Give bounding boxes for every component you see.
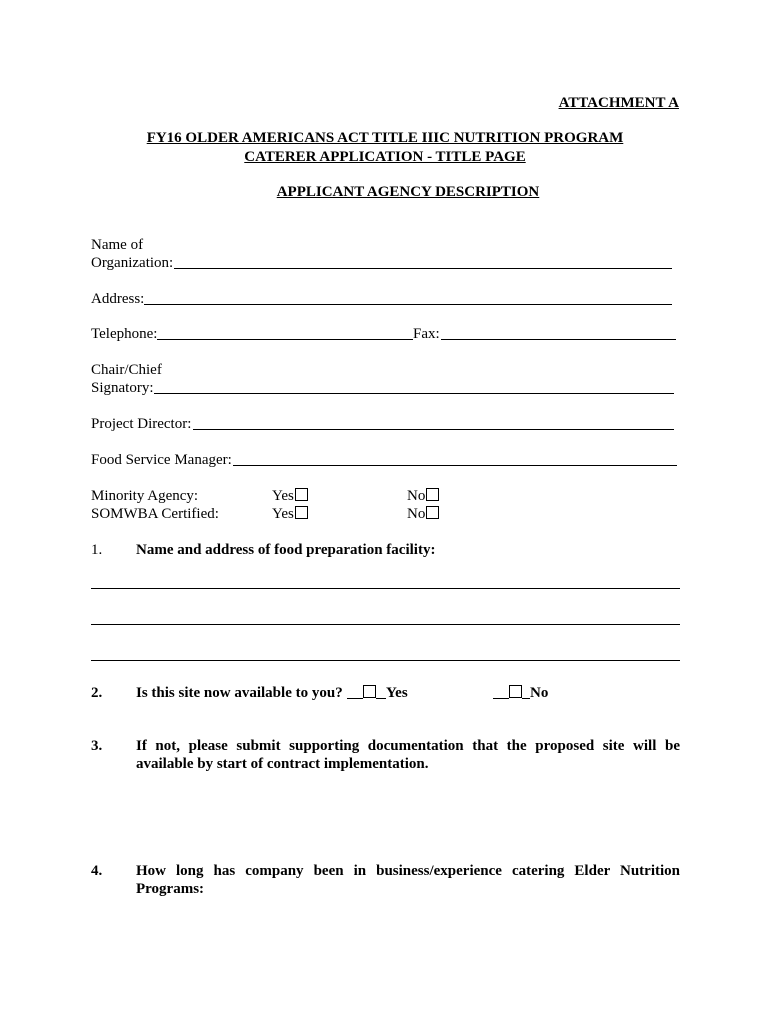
address-label: Address: (91, 291, 145, 307)
minority-yes-option[interactable] (272, 487, 308, 505)
question4-number: 4. (91, 863, 103, 879)
question3-text: If not, please submit supporting documentation that the proposed site will be available by start of contract implementation. (136, 738, 680, 772)
question1-text: Name and address of food preparation facility: (136, 542, 436, 558)
minority-yes-label: Yes (272, 488, 294, 504)
q2-no-label: No (530, 685, 549, 701)
q2-yes-blank-right (376, 698, 386, 699)
minority-no-label: No (407, 488, 426, 504)
project-director-field[interactable] (193, 429, 674, 430)
food-service-manager-field[interactable] (233, 465, 677, 466)
fax-label: Fax: (413, 326, 440, 342)
q2-no-option[interactable] (508, 684, 522, 702)
minority-agency-label: Minority Agency: (91, 488, 199, 504)
form-title-line2: CATERER APPLICATION - TITLE PAGE (244, 149, 526, 165)
minority-yes-checkbox[interactable] (295, 488, 308, 501)
chair-label-line1: Chair/Chief (91, 362, 162, 378)
facility-address-line-3[interactable] (91, 660, 680, 661)
q2-no-blank-right (522, 698, 530, 699)
somwba-yes-option[interactable] (272, 505, 308, 523)
question4-text: How long has company been in business/experience catering Elder Nutrition Programs: (136, 863, 680, 897)
q2-yes-option[interactable] (362, 684, 376, 702)
somwba-no-label: No (407, 506, 426, 522)
q2-yes-label: Yes (386, 685, 408, 701)
chair-signatory-field[interactable] (154, 393, 674, 394)
q2-no-checkbox[interactable] (509, 685, 522, 698)
somwba-certified-label: SOMWBA Certified: (91, 506, 219, 522)
facility-address-line-1[interactable] (91, 588, 680, 589)
fax-field[interactable] (441, 339, 676, 340)
organization-label-line1: Name of (91, 237, 144, 253)
minority-no-checkbox[interactable] (426, 488, 439, 501)
question2-text: Is this site now available to you? (136, 685, 343, 701)
organization-field[interactable] (174, 268, 672, 269)
telephone-field[interactable] (157, 339, 413, 340)
food-service-manager-label: Food Service Manager: (91, 452, 232, 468)
q2-no-blank-left (493, 698, 509, 699)
somwba-yes-label: Yes (272, 506, 294, 522)
somwba-no-option[interactable] (407, 505, 439, 523)
attachment-label: ATTACHMENT A (558, 95, 679, 111)
q2-yes-checkbox[interactable] (363, 685, 376, 698)
somwba-no-checkbox[interactable] (426, 506, 439, 519)
question2-number: 2. (91, 685, 103, 701)
project-director-label: Project Director: (91, 416, 192, 432)
chair-label-line2: Signatory: (91, 380, 154, 396)
organization-label-line2: Organization: (91, 255, 174, 271)
q2-yes-blank-left (347, 698, 363, 699)
question3-number: 3. (91, 738, 103, 754)
question1-number: 1. (91, 542, 103, 558)
minority-no-option[interactable] (407, 487, 439, 505)
form-title-line1: FY16 OLDER AMERICANS ACT TITLE IIIC NUTRITION PROGRAM (146, 130, 624, 146)
address-field[interactable] (144, 304, 672, 305)
section-title: APPLICANT AGENCY DESCRIPTION (276, 184, 540, 200)
telephone-label: Telephone: (91, 326, 158, 342)
facility-address-line-2[interactable] (91, 624, 680, 625)
somwba-yes-checkbox[interactable] (295, 506, 308, 519)
